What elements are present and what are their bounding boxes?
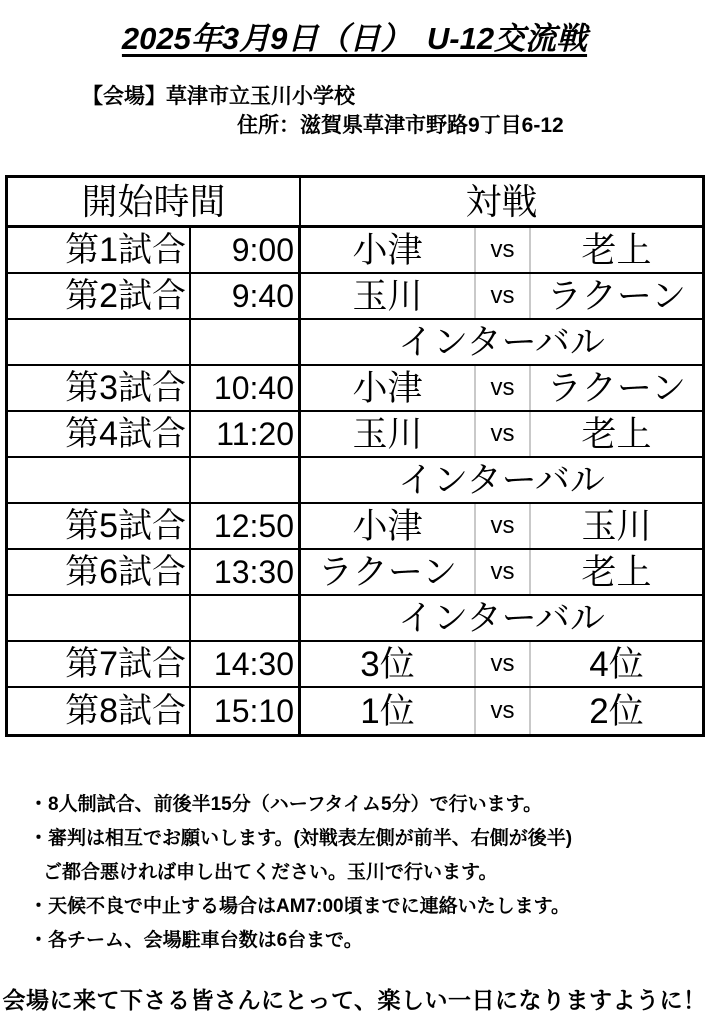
footer-message: 会場に来て下さる皆さんにとって、楽しい一日になりますように！ xyxy=(2,987,707,1013)
match-time: 9:00 xyxy=(191,228,301,272)
match-time: 12:50 xyxy=(191,504,301,548)
table-header-row xyxy=(8,178,702,228)
match-label: 第1試合 xyxy=(8,228,191,272)
empty-cell xyxy=(191,596,301,640)
note-line: ・天候不良で中止する場合はAM7:00頃までに連絡いたします。 xyxy=(29,896,571,917)
away-team: ラクーン xyxy=(546,368,687,408)
home-team: ラクーン xyxy=(301,550,476,594)
match-row xyxy=(8,504,702,550)
match-row xyxy=(8,228,702,274)
document-title: 2025年3月9日（日） U-12交流戦 xyxy=(121,21,588,56)
match-row xyxy=(8,642,702,688)
away-team: 老上 xyxy=(581,230,652,270)
home-team: 3位 xyxy=(301,642,476,686)
match-time: 9:40 xyxy=(191,274,301,318)
match-time: 10:40 xyxy=(191,366,301,410)
vs-label: vs xyxy=(476,366,531,410)
match-label: 第6試合 xyxy=(8,550,191,594)
note-line: ご都合悪ければ申し出てください。玉川で行います。 xyxy=(43,862,498,883)
match-time: 14:30 xyxy=(191,642,301,686)
away-team: 2位 xyxy=(589,691,644,731)
interval-label: インターバル xyxy=(398,460,605,500)
vs-label: vs xyxy=(476,642,531,686)
vs-label: vs xyxy=(476,688,531,734)
venue-address: 住所：滋賀県草津市野路9丁目6-12 xyxy=(237,114,564,137)
match-row xyxy=(8,366,702,412)
match-label: 第8試合 xyxy=(8,688,191,734)
vs-label: vs xyxy=(476,274,531,318)
away-team: ラクーン xyxy=(546,276,687,316)
vs-label: vs xyxy=(476,228,531,272)
match-label: 第7試合 xyxy=(8,642,191,686)
home-team: 小津 xyxy=(301,366,476,410)
venue-block xyxy=(82,84,564,139)
empty-cell xyxy=(191,320,301,364)
match-row xyxy=(8,412,702,458)
note-line: ・審判は相互でお願いします。(対戦表左側が前半、右側が後半) xyxy=(29,828,573,849)
interval-row xyxy=(8,320,702,366)
empty-cell xyxy=(8,458,191,502)
match-row xyxy=(8,274,702,320)
table-header-match: 対戦 xyxy=(465,180,538,222)
table-header-time: 開始時間 xyxy=(8,178,301,225)
venue-label: 【会場】草津市立玉川小学校 xyxy=(82,85,355,108)
home-team: 玉川 xyxy=(301,412,476,456)
away-team: 4位 xyxy=(589,644,644,684)
home-team: 玉川 xyxy=(301,274,476,318)
match-label: 第5試合 xyxy=(8,504,191,548)
home-team: 小津 xyxy=(301,228,476,272)
match-time: 13:30 xyxy=(191,550,301,594)
vs-label: vs xyxy=(476,412,531,456)
match-label: 第3試合 xyxy=(8,366,191,410)
empty-cell xyxy=(8,596,191,640)
interval-row xyxy=(8,596,702,642)
match-time: 11:20 xyxy=(191,412,301,456)
match-time: 15:10 xyxy=(191,688,301,734)
away-team: 玉川 xyxy=(581,506,652,546)
match-row xyxy=(8,688,702,734)
note-line: ・8人制試合、前後半15分（ハーフタイム5分）で行います。 xyxy=(29,794,543,815)
away-team: 老上 xyxy=(581,414,652,454)
match-label: 第2試合 xyxy=(8,274,191,318)
away-team: 老上 xyxy=(581,552,652,592)
interval-label: インターバル xyxy=(398,598,605,638)
home-team: 1位 xyxy=(301,688,476,734)
match-row xyxy=(8,550,702,596)
note-line: ・各チーム、会場駐車台数は6台まで。 xyxy=(29,930,363,951)
interval-label: インターバル xyxy=(398,322,605,362)
interval-row xyxy=(8,458,702,504)
notes-section xyxy=(29,788,699,958)
vs-label: vs xyxy=(476,504,531,548)
empty-cell xyxy=(191,458,301,502)
match-label: 第4試合 xyxy=(8,412,191,456)
home-team: 小津 xyxy=(301,504,476,548)
empty-cell xyxy=(8,320,191,364)
vs-label: vs xyxy=(476,550,531,594)
schedule-table xyxy=(5,175,705,737)
